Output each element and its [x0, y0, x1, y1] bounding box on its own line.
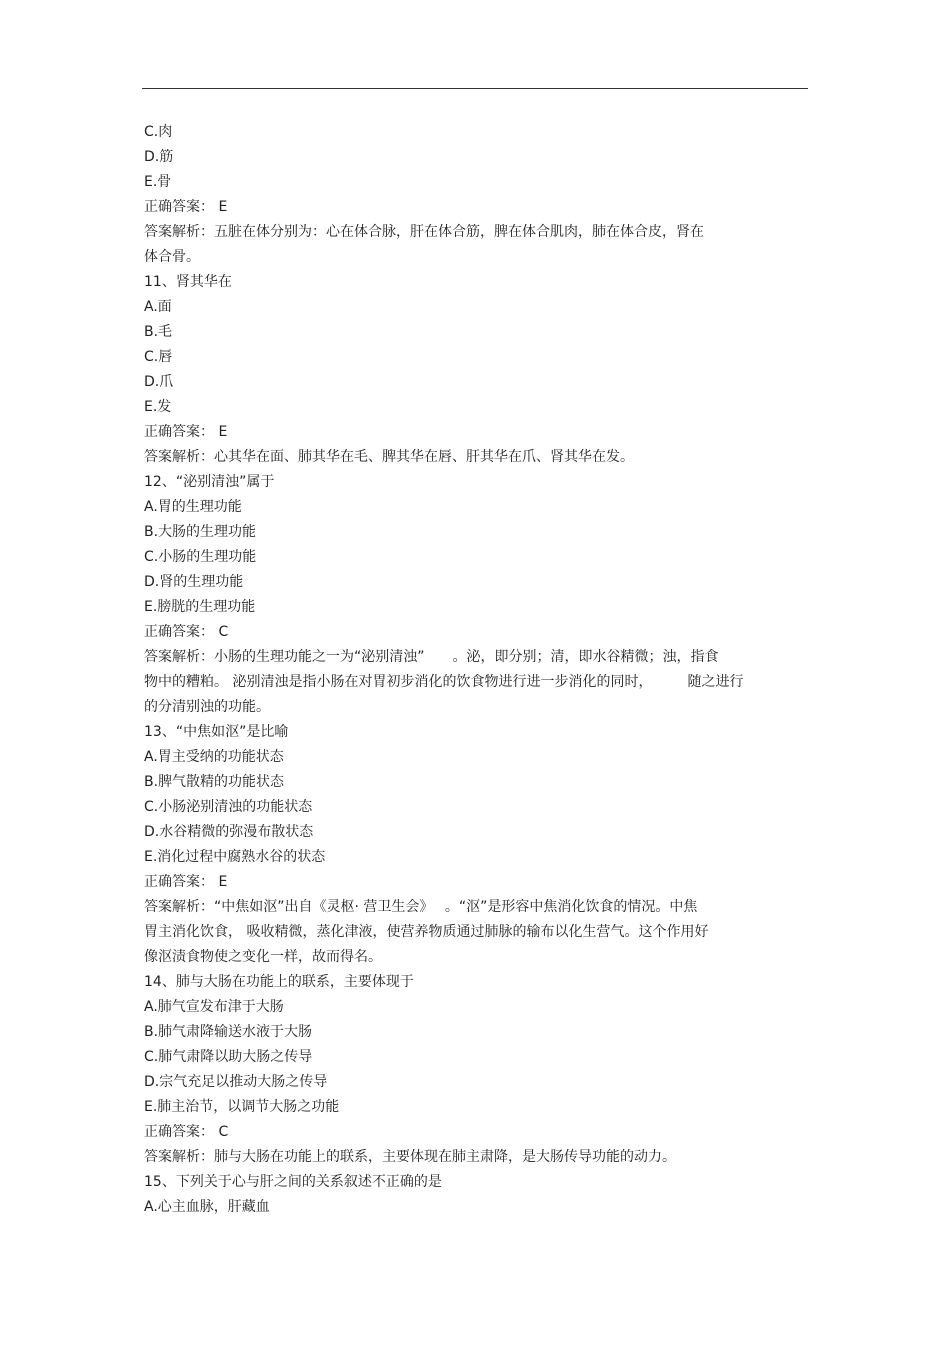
option-e: E.肺主治节，以调节大肠之功能	[144, 1099, 340, 1115]
header-rule	[142, 88, 808, 89]
option-b: B.肺气肃降输送水液于大肠	[144, 1024, 313, 1040]
answer-explanation: 答案解析：五脏在体分别为：心在体合脉，肝在体合筋，脾在体合肌肉，肺在体合皮，肾在	[144, 224, 704, 240]
option-b: B.大肠的生理功能	[144, 524, 257, 540]
question-13: 13、“中焦如沤”是比喻	[144, 724, 289, 740]
answer-explanation-cont: 物中的糟粕。 泌别清浊是指小肠在对胃初步消化的饮食物进行进一步消化的同时， 随之进行	[144, 674, 744, 690]
option-a: A.肺气宣发布津于大肠	[144, 999, 284, 1015]
answer-explanation-cont: 体合骨。	[144, 249, 200, 265]
option-c: C.肉	[144, 124, 173, 140]
option-a: A.胃的生理功能	[144, 499, 242, 515]
answer-explanation: 答案解析：肺与大肠在功能上的联系，主要体现在肺主肃降，是大肠传导功能的动力。	[144, 1149, 676, 1165]
option-d: D.肾的生理功能	[144, 574, 244, 590]
option-e: E.骨	[144, 174, 172, 190]
option-c: C.唇	[144, 349, 173, 365]
answer-explanation: 答案解析：“中焦如沤”出自《灵枢· 营卫生会》 。“沤”是形容中焦消化饮食的情况。中焦	[144, 899, 698, 915]
answer-explanation-cont: 像沤渍食物使之变化一样，故而得名。	[144, 949, 382, 965]
option-c: C.小肠泌别清浊的功能状态	[144, 799, 313, 815]
option-d: D.水谷精微的弥漫布散状态	[144, 824, 314, 840]
answer-explanation-cont: 的分清别浊的功能。	[144, 699, 270, 715]
option-a: A.心主血脉，肝藏血	[144, 1199, 270, 1215]
option-b: B.毛	[144, 324, 173, 340]
option-d: D.筋	[144, 149, 174, 165]
correct-answer: 正确答案： E	[144, 874, 228, 890]
question-11: 11、肾其华在	[144, 274, 232, 290]
option-e: E.消化过程中腐熟水谷的状态	[144, 849, 326, 865]
correct-answer: 正确答案： E	[144, 424, 228, 440]
option-d: D.宗气充足以推动大肠之传导	[144, 1074, 328, 1090]
option-e: E.膀胱的生理功能	[144, 599, 256, 615]
option-b: B.脾气散精的功能状态	[144, 774, 285, 790]
option-d: D.爪	[144, 374, 174, 390]
correct-answer: 正确答案： C	[144, 1124, 229, 1140]
question-15: 15、下列关于心与肝之间的关系叙述不正确的是	[144, 1174, 442, 1190]
document-body	[144, 120, 808, 1220]
correct-answer: 正确答案： C	[144, 624, 229, 640]
answer-explanation: 答案解析：小肠的生理功能之一为“泌别清浊” 。泌，即分别；清，即水谷精微；浊，指食	[144, 649, 719, 665]
answer-explanation: 答案解析：心其华在面、肺其华在毛、脾其华在唇、肝其华在爪、肾其华在发。	[144, 449, 634, 465]
option-c: C.小肠的生理功能	[144, 549, 257, 565]
correct-answer: 正确答案： E	[144, 199, 228, 215]
answer-explanation-cont: 胃主消化饮食， 吸收精微，蒸化津液，使营养物质通过肺脉的输布以化生营气。这个作用好	[144, 924, 709, 940]
question-12: 12、“泌别清浊”属于	[144, 474, 275, 490]
option-c: C.肺气肃降以助大肠之传导	[144, 1049, 313, 1065]
option-e: E.发	[144, 399, 172, 415]
option-a: A.面	[144, 299, 172, 315]
option-a: A.胃主受纳的功能状态	[144, 749, 284, 765]
question-14: 14、肺与大肠在功能上的联系，主要体现于	[144, 974, 414, 990]
